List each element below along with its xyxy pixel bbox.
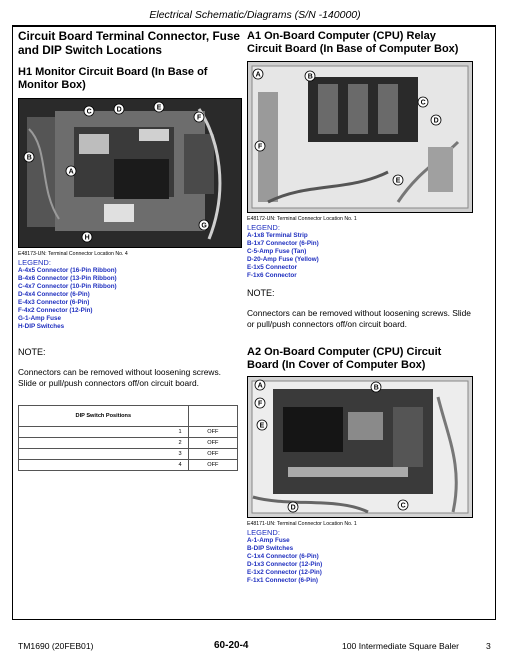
legend-item: B-DIP Switches <box>247 545 294 552</box>
dip-table-header: DIP Switch Positions <box>19 406 189 427</box>
note-text: Connectors can be removed without loosening screws. Slide or pull/push connectors off/on circuit board. <box>18 367 221 388</box>
dip-table-header-empty <box>188 406 237 427</box>
footer-sheet: 3 <box>486 641 491 651</box>
footer-product: 100 Intermediate Square Baler <box>342 641 460 651</box>
a2-title: A2 On-Board Computer (CPU) Circuit Board (In Cover of Computer Box) <box>247 346 442 371</box>
a1-legend-title: LEGEND: <box>247 223 280 232</box>
legend-item: F-1x6 Connector <box>247 272 297 279</box>
legend-item: C-5-Amp Fuse (Tan) <box>247 248 307 255</box>
dip-state: OFF <box>188 460 237 471</box>
callout-d: D <box>290 504 296 512</box>
h1-subtitle: H1 Monitor Circuit Board (In Base of Monitor Box) <box>18 66 208 91</box>
h1-legend <box>18 267 240 331</box>
dip-position: 2 <box>19 438 189 449</box>
h1-board-illustration <box>19 99 241 247</box>
dip-position: 4 <box>19 460 189 471</box>
dip-state: OFF <box>188 427 237 438</box>
dip-position: 3 <box>19 449 189 460</box>
callout-f: F <box>197 114 202 122</box>
table-row <box>19 427 238 438</box>
a2-board-photo <box>247 376 473 518</box>
legend-item: A-1-Amp Fuse <box>247 537 290 544</box>
legend-item: E-4x3 Connector (6-Pin) <box>18 299 90 306</box>
a1-photo-caption: E48172-UN: Terminal Connector Location No. 1 <box>247 216 357 222</box>
legend-item: E-1x2 Connector (12-Pin) <box>247 569 322 576</box>
callout-e: E <box>259 422 265 430</box>
legend-item: C-4x7 Connector (10-Pin Ribbon) <box>18 283 117 290</box>
legend-item: D-4x4 Connector (6-Pin) <box>18 291 90 298</box>
a2-board-illustration <box>248 377 472 517</box>
dip-position: 1 <box>19 427 189 438</box>
callout-e: E <box>156 104 162 112</box>
legend-item: G-1-Amp Fuse <box>18 315 62 322</box>
note-label: NOTE: <box>18 347 46 357</box>
legend-item: B-4x6 Connector (13-Pin Ribbon) <box>18 275 117 282</box>
dip-switch-table <box>18 405 238 471</box>
callout-h: H <box>84 234 90 242</box>
section-title: Circuit Board Terminal Connector, Fuse and DIP Switch Locations <box>18 29 240 57</box>
h1-board-photo <box>18 98 242 248</box>
callout-a: A <box>257 382 263 390</box>
table-row <box>19 460 238 471</box>
note-label: NOTE: <box>247 288 275 298</box>
a2-legend-title: LEGEND: <box>247 528 280 537</box>
a1-board-photo <box>247 61 473 213</box>
page-header: Electrical Schematic/Diagrams (S/N -140000) <box>149 9 361 21</box>
callout-b: B <box>307 73 313 81</box>
legend-item: A-4x5 Connector (16-Pin Ribbon) <box>18 267 117 274</box>
table-row <box>19 449 238 460</box>
legend-item: H-DIP Switches <box>18 323 65 330</box>
footer-page-number: 60-20-4 <box>214 640 249 651</box>
note-text: Connectors can be removed without loosening screws. Slide or pull/push connectors off/on circuit board. <box>247 308 471 329</box>
left-column <box>18 30 240 471</box>
callout-c: C <box>420 99 426 107</box>
a2-photo-caption: E48171-UN: Terminal Connector Location No. 1 <box>247 521 357 527</box>
table-row <box>19 438 238 449</box>
callout-b: B <box>373 384 379 392</box>
callout-b: B <box>26 154 32 162</box>
right-column <box>247 30 473 585</box>
legend-item: B-1x7 Connector (6-Pin) <box>247 240 319 247</box>
a1-title: A1 On-Board Computer (CPU) Relay Circuit Board (In Base of Computer Box) <box>247 30 459 55</box>
callout-c: C <box>86 108 92 116</box>
callout-d: D <box>433 117 439 125</box>
h1-legend-title: LEGEND: <box>18 258 51 267</box>
a1-board-illustration <box>248 62 472 212</box>
legend-item: F-4x2 Connector (12-Pin) <box>18 307 93 314</box>
h1-photo-caption: E48173-UN: Terminal Connector Location No. 4 <box>18 251 128 257</box>
callout-d: D <box>116 106 122 114</box>
legend-item: E-1x5 Connector <box>247 264 298 271</box>
callout-e: E <box>395 177 401 185</box>
footer-doc-id: TM1690 (20FEB01) <box>18 641 94 651</box>
a2-legend <box>247 537 473 585</box>
callout-f: F <box>258 143 263 151</box>
dip-state: OFF <box>188 438 237 449</box>
dip-state: OFF <box>188 449 237 460</box>
legend-item: D-1x3 Connector (12-Pin) <box>247 561 323 568</box>
legend-item: C-1x4 Connector (6-Pin) <box>247 553 319 560</box>
legend-item: A-1x8 Terminal Strip <box>247 232 308 239</box>
callout-a: A <box>255 71 261 79</box>
callout-c: C <box>400 502 406 510</box>
legend-item: F-1x1 Connector (6-Pin) <box>247 577 319 584</box>
callout-g: G <box>201 222 207 230</box>
legend-item: D-20-Amp Fuse (Yellow) <box>247 256 319 263</box>
a1-legend <box>247 232 473 280</box>
callout-f: F <box>258 400 263 408</box>
callout-a: A <box>68 168 74 176</box>
